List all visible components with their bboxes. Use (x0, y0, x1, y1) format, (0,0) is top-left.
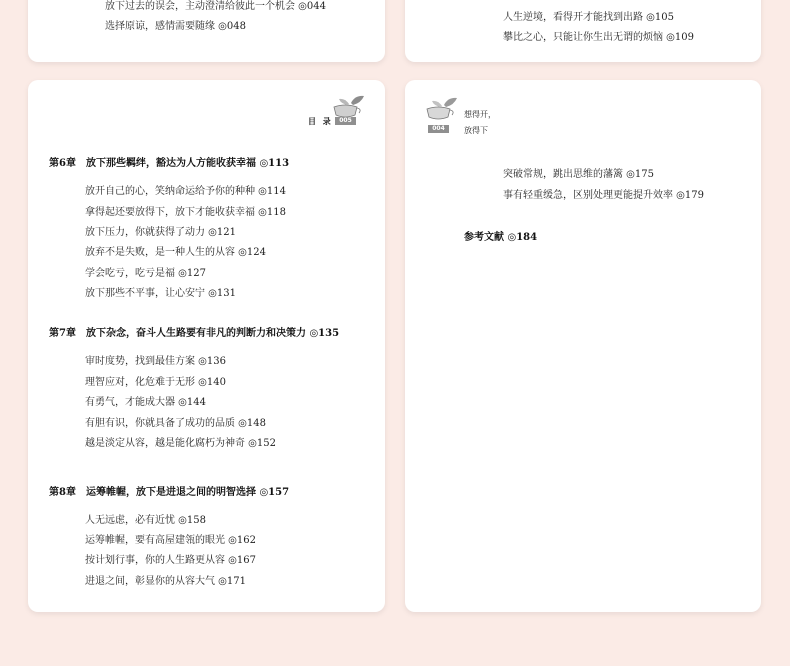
tea-cup-icon (424, 97, 458, 123)
toc-entry: 人生逆境，看得开才能找到出路 ◎105 (503, 12, 674, 23)
page-number-badge: 005 (335, 117, 356, 125)
top-left-card (28, 0, 385, 62)
toc-entry: 按计划行事，你的人生路更从容 ◎167 (85, 555, 256, 566)
toc-entry: 理智应对，化危难于无形 ◎140 (85, 377, 226, 388)
toc-entry: 放开自己的心，笑纳命运给予你的种种 ◎114 (85, 186, 286, 197)
toc-entry: 进退之间，彰显你的从容大气 ◎171 (85, 576, 246, 587)
toc-entry: 审时度势，找到最佳方案 ◎136 (85, 356, 226, 367)
subtitle-line: 放得下 (464, 126, 488, 135)
references-heading: 参考文献 ◎184 (464, 232, 538, 243)
book-subtitle (464, 107, 496, 139)
top-right-card (405, 0, 761, 62)
toc-entry: 越是淡定从容，越是能化腐朽为神奇 ◎152 (85, 438, 276, 449)
chapter-heading: 第6章 放下那些羁绊，豁达为人方能收获幸福 ◎113 (49, 158, 290, 169)
toc-entry: 学会吃亏，吃亏是福 ◎127 (85, 268, 206, 279)
toc-entry: 突破常规，跳出思维的藩篱 ◎175 (503, 169, 654, 180)
page-number-badge: 004 (428, 125, 449, 133)
toc-entry: 事有轻重缓急，区别处理更能提升效率 ◎179 (503, 190, 704, 201)
toc-label: 目 录 (308, 116, 333, 126)
chapter-heading: 第7章 放下杂念，奋斗人生路要有非凡的判断力和决策力 ◎135 (49, 328, 340, 339)
subtitle-line: 想得开， (464, 110, 496, 119)
toc-entry: 放下过去的误会，主动澄清给彼此一个机会 ◎044 (105, 1, 326, 12)
toc-entry: 运筹帷幄，要有高屋建瓴的眼光 ◎162 (85, 535, 256, 546)
toc-entry: 攀比之心，只能让你生出无谓的烦恼 ◎109 (503, 32, 694, 43)
toc-entry: 有勇气，才能成大器 ◎144 (85, 397, 206, 408)
toc-entry: 有胆有识，你就具备了成功的品质 ◎148 (85, 418, 266, 429)
toc-entry: 放下那些不平事，让心安宁 ◎131 (85, 288, 236, 299)
toc-entry: 人无远虑，必有近忧 ◎158 (85, 515, 206, 526)
toc-page-left (28, 80, 385, 612)
toc-entry: 拿得起还要放得下，放下才能收获幸福 ◎118 (85, 207, 286, 218)
toc-page-right (405, 80, 761, 612)
toc-entry: 选择原谅，感情需要随缘 ◎048 (105, 21, 246, 32)
chapter-heading: 第8章 运筹帷幄，放下是进退之间的明智选择 ◎157 (49, 487, 290, 498)
toc-entry: 放下压力，你就获得了动力 ◎121 (85, 227, 236, 238)
toc-entry: 放弃不是失败，是一种人生的从容 ◎124 (85, 247, 266, 258)
